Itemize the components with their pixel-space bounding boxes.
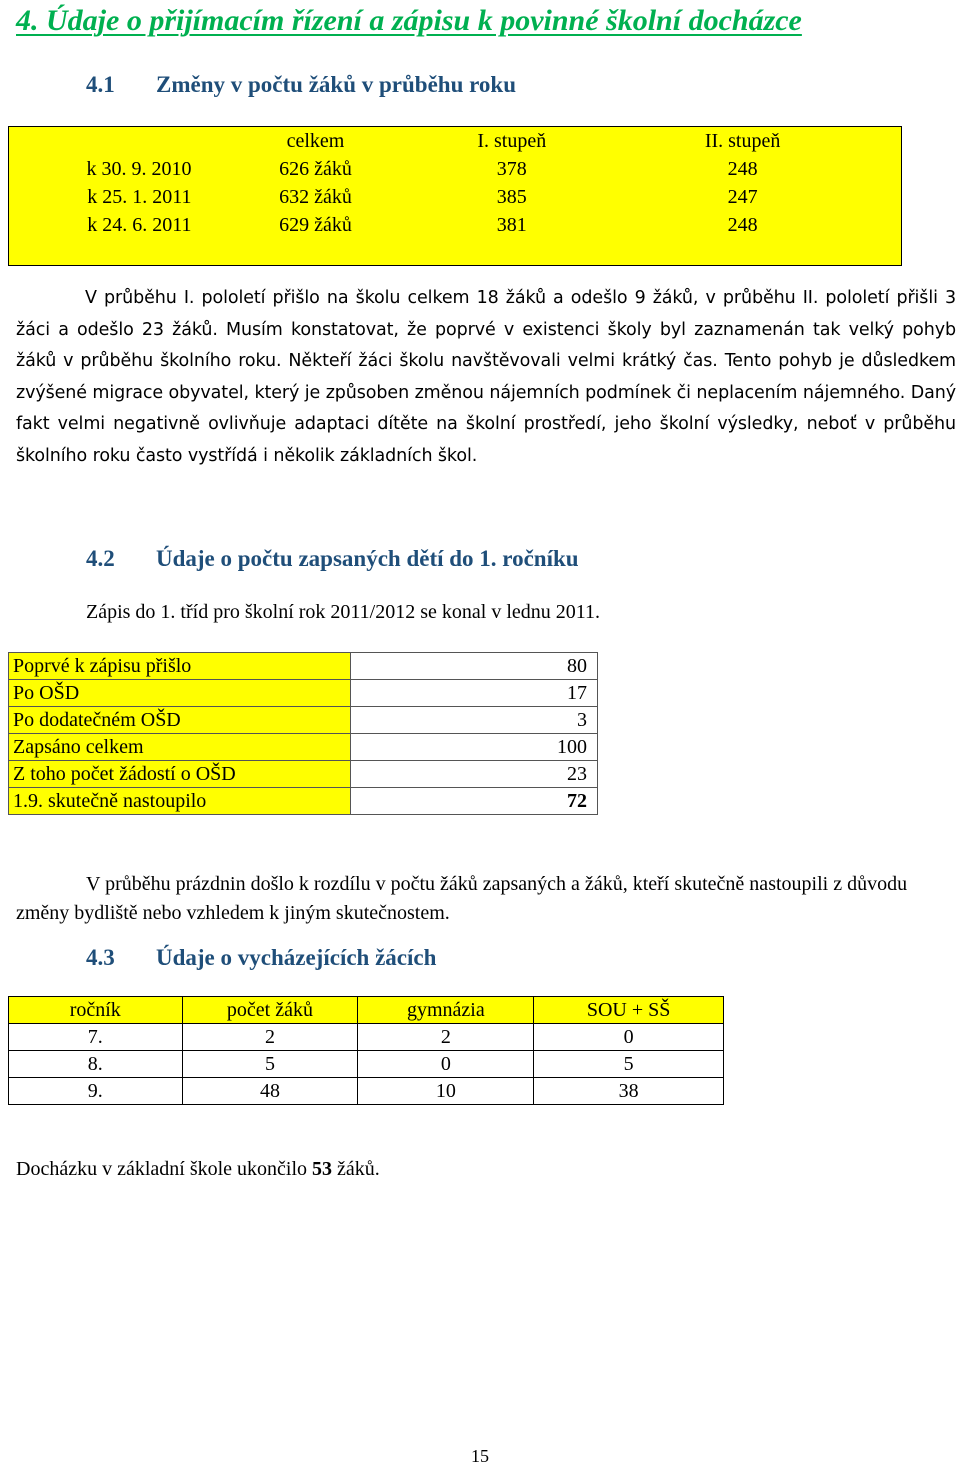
section-4-3-heading [86, 945, 436, 971]
table-cell: 0 [358, 1051, 534, 1078]
enrolment-intro: Zápis do 1. tříd pro školní rok 2011/2012 se konal v lednu 2011. [86, 601, 601, 623]
table-row [9, 761, 598, 788]
table-row [9, 1078, 724, 1105]
header-cell: celkem [191, 127, 439, 156]
table-cell: 9. [9, 1078, 183, 1105]
section-4-2-heading [86, 546, 579, 572]
chapter-heading: 4. Údaje o přijímacím řízení a zápisu k povinné školní docházce [16, 4, 802, 37]
table-cell: 632 žáků [191, 183, 439, 211]
table-cell: 0 [534, 1024, 724, 1051]
table-cell: 629 žáků [191, 211, 439, 239]
header-cell [9, 127, 192, 156]
table-cell: 10 [358, 1078, 534, 1105]
header-cell: II. stupeň [584, 127, 901, 156]
graduates-table [8, 996, 724, 1105]
row-label: Poprvé k zápisu přišlo [9, 653, 351, 680]
row-value: 3 [350, 707, 597, 734]
row-value: 80 [350, 653, 597, 680]
table-header-row [9, 997, 724, 1024]
table-row [9, 707, 598, 734]
table-cell: 381 [439, 211, 584, 239]
table-cell: 5 [182, 1051, 358, 1078]
table-cell: 38 [534, 1078, 724, 1105]
table-header-row [9, 127, 902, 156]
table-cell: 2 [182, 1024, 358, 1051]
section-number: 4.1 [86, 72, 115, 97]
row-label: 1.9. skutečně nastoupilo [9, 788, 351, 815]
completion-summary [16, 1158, 380, 1181]
section-number: 4.3 [86, 945, 115, 970]
table-row-empty [9, 239, 902, 266]
table-row [9, 211, 902, 239]
table-cell: 626 žáků [191, 155, 439, 183]
table-cell: 378 [439, 155, 584, 183]
table-cell: 8. [9, 1051, 183, 1078]
table-cell: 248 [584, 155, 901, 183]
row-label: Zapsáno celkem [9, 734, 351, 761]
table-row [9, 653, 598, 680]
table-row [9, 788, 598, 815]
table-row [9, 1051, 724, 1078]
student-count-table [8, 126, 902, 266]
section-number: 4.2 [86, 546, 115, 571]
section-title: Údaje o počtu zapsaných dětí do 1. ročníku [156, 546, 579, 571]
row-value: 100 [350, 734, 597, 761]
row-value: 17 [350, 680, 597, 707]
table-row [9, 183, 902, 211]
section-4-1-heading [86, 72, 516, 98]
section-title: Změny v počtu žáků v průběhu roku [156, 72, 516, 97]
summary-prefix: Docházku v základní škole ukončilo [16, 1158, 313, 1180]
header-cell: SOU + SŠ [534, 997, 724, 1024]
header-cell: počet žáků [182, 997, 358, 1024]
table-cell: 7. [9, 1024, 183, 1051]
row-label: Po dodatečném OŠD [9, 707, 351, 734]
page-number: 15 [471, 1446, 489, 1466]
table-cell: 48 [182, 1078, 358, 1105]
table-cell: k 24. 6. 2011 [9, 211, 192, 239]
table-cell: k 25. 1. 2011 [9, 183, 192, 211]
header-cell: I. stupeň [439, 127, 584, 156]
table-cell: 385 [439, 183, 584, 211]
row-value: 23 [350, 761, 597, 788]
summary-suffix: žáků. [332, 1158, 380, 1180]
table-row [9, 734, 598, 761]
header-cell: gymnázia [358, 997, 534, 1024]
table-row [9, 155, 902, 183]
table-cell: 2 [358, 1024, 534, 1051]
header-cell: ročník [9, 997, 183, 1024]
row-label: Po OŠD [9, 680, 351, 707]
migration-paragraph: V průběhu I. pololetí přišlo na školu celkem 18 žáků a odešlo 9 žáků, v průběhu II. pololetí přišli 3 žáci a odešlo 23 žáků. Musím konstatovat, že poprvé v existenci školy byl zaznamenán tak velký pohyb žáků v průběhu školního roku. Někteří žáci školu navštěvovali velmi krátký čas. Tento pohyb je důsledkem zvýšené migrace obyvatel, který je způsoben změnou nájemních podmínek či neplacením nájemného. Daný fakt velmi negativně ovlivňuje adaptaci dítěte na školní prostředí, jeho školní výsledky, neboť v průběhu školního roku často vystřídá i několik základních škol. [16, 288, 956, 466]
table-cell: 5 [534, 1051, 724, 1078]
row-value: 72 [350, 788, 597, 815]
table-cell: 247 [584, 183, 901, 211]
row-label: Z toho počet žádostí o OŠD [9, 761, 351, 788]
table-row [9, 1024, 724, 1051]
summary-count: 53 [312, 1158, 333, 1180]
table-row [9, 680, 598, 707]
enrolment-table [8, 652, 598, 815]
section-title: Údaje o vycházejících žácích [156, 945, 437, 970]
holiday-note: V průběhu prázdnin došlo k rozdílu v počtu žáků zapsaných a žáků, kteří skutečně nastoupili z důvodu změny bydliště nebo vzhledem k jiným skutečnostem. [16, 873, 908, 924]
table-cell: k 30. 9. 2010 [9, 155, 192, 183]
table-cell: 248 [584, 211, 901, 239]
